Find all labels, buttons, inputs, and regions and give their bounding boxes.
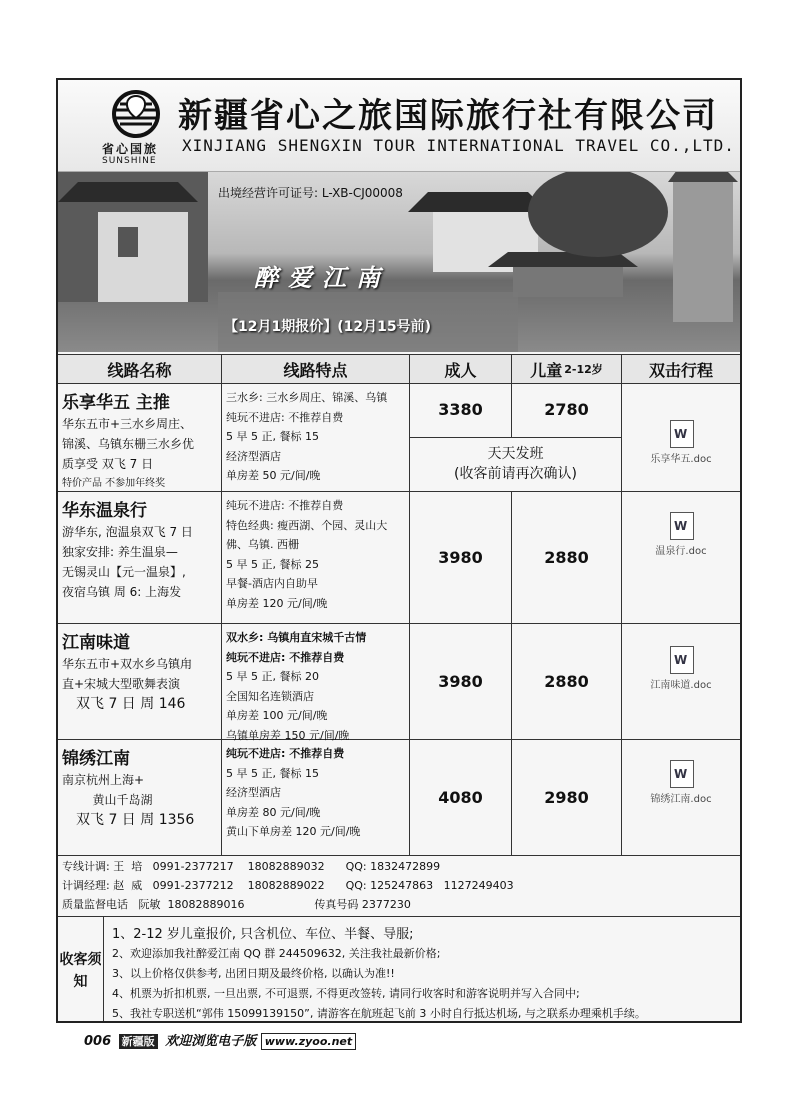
feature-line: 单房差 100 元/间/晚 [226,709,328,722]
daily-departure: 天天发班 [487,446,544,462]
edition-badge: 新疆版 [119,1034,158,1049]
word-doc-icon[interactable] [670,420,694,448]
word-doc-icon[interactable] [670,760,694,788]
route-name: 锦绣江南 [62,749,130,769]
feature-line: 经济型酒店 [226,449,281,463]
booking-notes [58,916,740,1023]
word-doc-icon[interactable] [670,646,694,674]
route-features [226,388,410,486]
table-row [58,740,740,856]
price-period: 【12月1期报价】(12月15号前) [224,319,431,335]
feature-line: 5 早 5 正, 餐标 25 [226,557,319,571]
page-number: 006 [84,1034,112,1049]
route-name-cell [58,624,222,739]
feature-line: 三水乡: 三水乡周庄、锦溪、乌镇 [226,391,388,404]
feature-line: 双水乡: 乌镇甪直宋城千古情 [226,631,367,644]
banner-photo [58,172,740,352]
feature-line: 单房差 80 元/间/晚 [226,805,321,819]
feature-line: 特色经典: 瘦西湖、个园、灵山大 [226,518,388,532]
feature-line: 纯玩不进店: 不推荐自费 [226,410,344,424]
itinerary-doc-link[interactable]: 乐享华五.doc [650,454,712,465]
table-row [58,624,740,740]
child-price: 2780 [544,400,589,420]
adult-price: 4080 [438,787,483,807]
route-desc [62,654,220,714]
child-price-cell [512,624,622,739]
header-child-label: 儿童 [530,360,563,380]
adult-price: 3980 [438,547,483,567]
logo-cn-text: 省心国旅 [102,142,159,156]
child-price-cell [512,384,622,438]
itinerary-doc-link[interactable]: 江南味道.doc [650,680,712,691]
header-child [512,355,622,383]
daily-departure-note: (收客前请再次确认) [454,466,577,482]
itinerary-cell [622,740,740,855]
route-name-cell [58,740,222,855]
route-desc-line: 独家安排: 养生温泉— [62,545,178,559]
contact-line: 质量监督电话 阮敏 18082889016 传真号码 2377230 [62,898,411,911]
company-logo-icon [108,88,164,144]
child-price-cell [512,492,622,623]
header-route-features: 线路特点 [222,355,410,383]
route-desc-line: 双飞 7 日 周 146 [76,696,186,712]
flyer-frame [56,78,742,1023]
feature-line: 早餐-酒店内自助早 [226,577,318,590]
note-item: 1、2-12 岁儿童报价, 只含机位、车位、半餐、导服; [112,927,414,942]
page-footer [84,1030,356,1049]
route-desc-line: 南京杭州上海+ [62,773,145,787]
note-item: 4、机票为折扣机票, 一旦出票, 不可退票, 不得更改签转, 请同行收客时和游客说明并写入合同中; [112,987,580,1000]
route-name: 江南味道 [62,633,130,653]
contacts-section [58,856,740,916]
route-desc-line: 特价产品 不参加年终奖 [62,478,166,489]
table-row [58,384,740,492]
route-features [226,628,410,745]
header-itinerary: 双击行程 [648,360,713,380]
notes-label: 收客须知 [58,917,104,1023]
contact-line: 计调经理: 赵 威 0991-2377212 18082889022 QQ: 125247863 1127249403 [62,879,514,892]
route-desc-line: 游华东, 泡温泉双飞 7 日 [62,525,193,539]
route-desc-line: 华东五市+双水乡乌镇甪 [62,657,193,671]
route-desc-line: 夜宿乌镇 周 6: 上海发 [62,585,182,599]
feature-line: 纯玩不进店: 不推荐自费 [226,650,345,664]
route-desc [62,770,220,830]
contact-line: 专线计调: 王 培 0991-2377217 18082889032 QQ: 1832472899 [62,860,441,873]
header [58,80,740,172]
route-name: 华东温泉行 [62,501,147,521]
table-row [58,492,740,624]
route-name-cell [58,384,222,491]
website-link[interactable]: www.zyoo.net [261,1033,356,1050]
feature-line: 纯玩不进店: 不推荐自费 [226,499,344,512]
daily-departure-cell [410,438,622,492]
company-name: 新疆省心之旅国际旅行社有限公司 [178,96,718,136]
itinerary-doc-link[interactable]: 温泉行.doc [655,546,707,557]
route-features-cell [222,624,410,742]
child-price: 2880 [544,671,589,691]
word-doc-icon[interactable] [670,512,694,540]
feature-line: 单房差 120 元/间/晚 [226,596,328,610]
note-item: 3、以上价格仅供参考, 出团日期及最终价格, 以确认为准!! [112,967,395,980]
itinerary-cell [622,384,740,491]
feature-line: 经济型酒店 [226,786,281,799]
route-name: 乐享华五 主推 [62,393,170,413]
logo-en-text: SUNSHINE [102,156,157,166]
adult-price: 3980 [438,671,483,691]
route-features-cell [222,740,410,855]
route-features-cell [222,492,410,623]
child-price: 2980 [544,787,589,807]
child-price: 2880 [544,547,589,567]
feature-line: 纯玩不进店: 不推荐自费 [226,747,345,760]
feature-line: 单房差 50 元/间/晚 [226,469,321,482]
itinerary-cell [622,624,740,739]
footer-slogan: 欢迎浏览电子版 [165,1034,257,1049]
company-name-en: XINJIANG SHENGXIN TOUR INTERNATIONAL TRAVEL CO.,LTD. [182,136,735,155]
route-desc-line: 锦溪、乌镇东栅三水乡优 [62,437,195,451]
route-desc-line: 双飞 7 日 周 1356 [76,812,195,828]
note-item: 5、我社专职送机“郭伟 15099139150”, 请游客在航班起飞前 3 小时自行抵达机场, 与之联系办理乘机手续。 [112,1007,646,1020]
feature-line: 5 早 5 正, 餐标 15 [226,766,319,780]
adult-price-cell [410,384,512,438]
route-desc-line: 直+宋城大型歌舞表演 [62,677,181,691]
license-number: 出境经营许可证号: L-XB-CJ00008 [218,186,403,200]
feature-line: 5 早 5 正, 餐标 15 [226,430,319,443]
adult-price: 3380 [438,400,483,420]
route-name-cell [58,492,222,623]
route-table [58,354,740,856]
feature-line: 5 早 5 正, 餐标 20 [226,670,319,683]
note-item: 2、欢迎添加我社醉爱江南 QQ 群 244509632, 关注我社最新价格; [112,947,441,960]
feature-line: 佛、乌镇. 西栅 [226,538,299,551]
header-route-name: 线路名称 [58,355,222,383]
itinerary-doc-link[interactable]: 锦绣江南.doc [650,794,712,805]
route-desc [62,414,220,494]
route-desc-line: 质享受 双飞 7 日 [62,457,154,471]
feature-line: 黄山下单房差 120 元/间/晚 [226,825,361,838]
route-desc-line: 黄山千岛湖 [62,793,153,807]
child-price-cell [512,740,622,855]
header-adult: 成人 [410,355,512,383]
route-desc-line: 华东五市+三水乡周庄、 [62,417,193,431]
route-desc [62,522,220,602]
feature-line: 全国知名连锁酒店 [226,689,314,703]
adult-price-cell [410,624,512,739]
feature-line: 乌镇单房差 150 元/间/晚 [226,728,350,742]
adult-price-cell [410,492,512,623]
route-desc-line: 无锡灵山【元一温泉】, [62,565,186,579]
header-child-age: 2-12岁 [564,363,603,376]
itinerary-cell [622,492,740,623]
route-features [226,496,410,613]
banner-title: 醉爱江南 [254,264,390,292]
route-features [226,744,410,842]
adult-price-cell [410,740,512,855]
table-header-row [58,354,740,384]
route-features-cell [222,384,410,491]
